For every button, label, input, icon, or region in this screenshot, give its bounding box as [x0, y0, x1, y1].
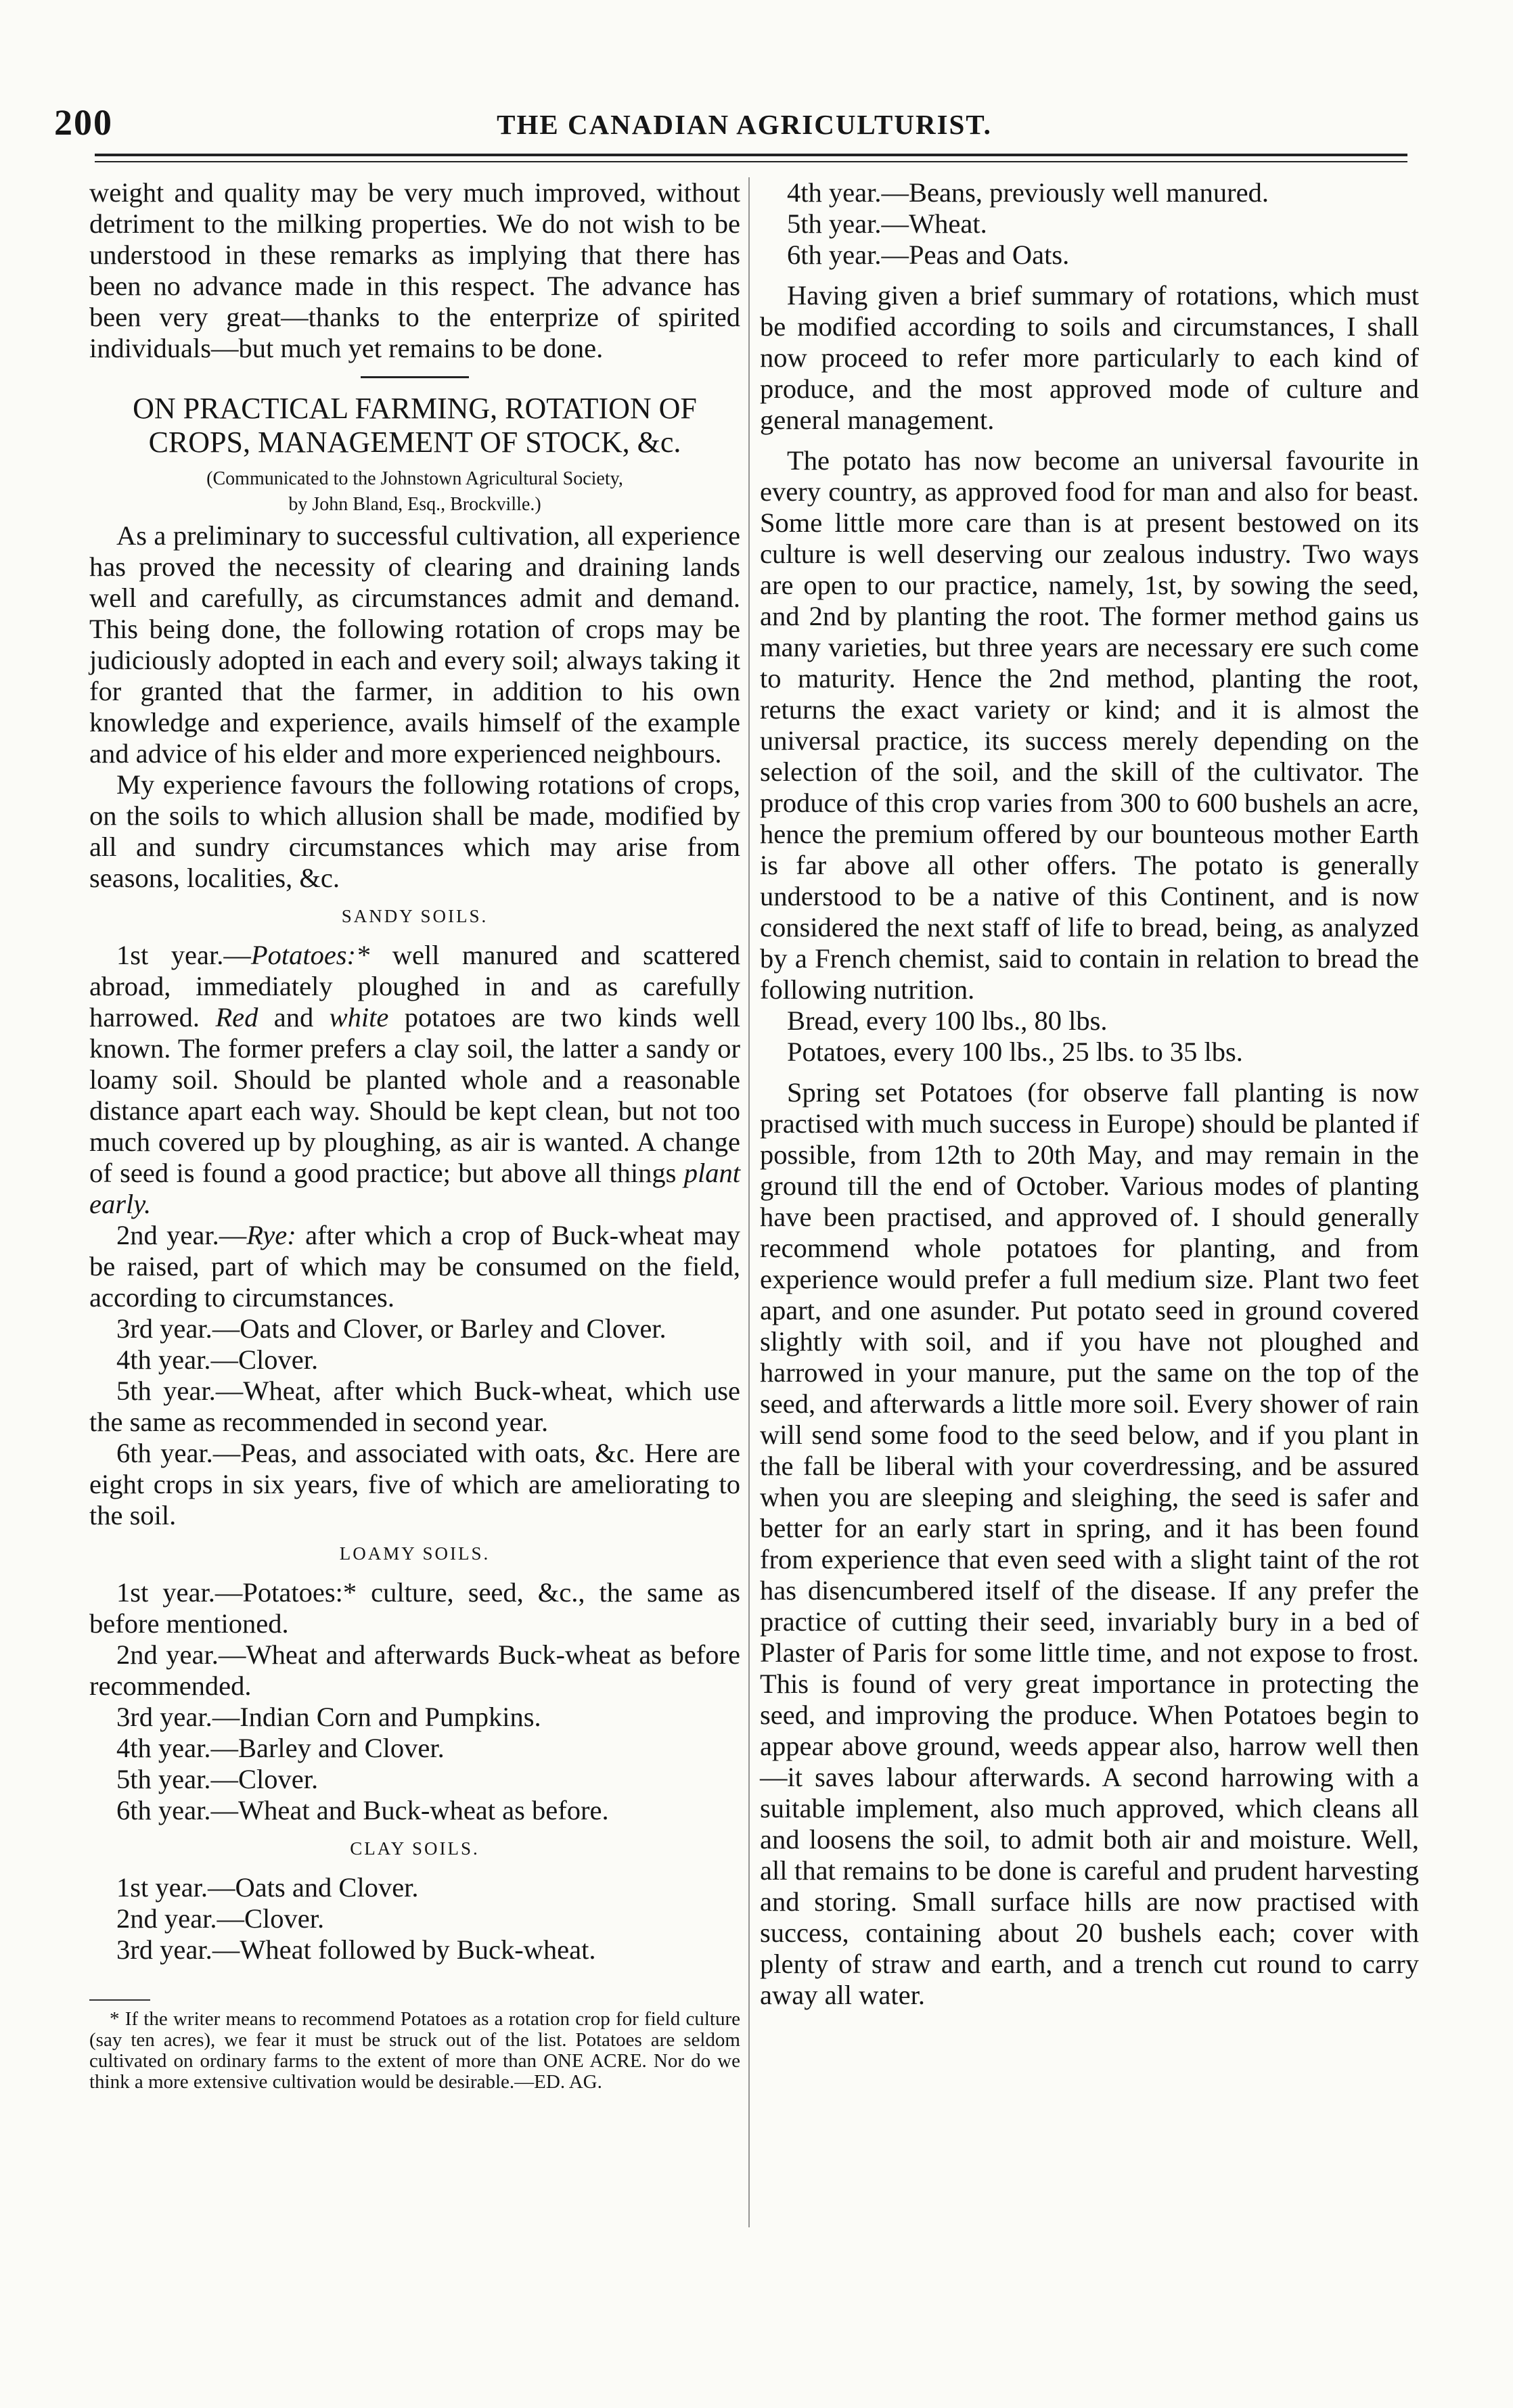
footnote: * If the writer means to recommend Potatoes as a rotation crop for field culture (say ten acres), we fear it must be struck out of the list. Potatoes are seldom cultivated on ordinary farms to the extent of more than ONE ACRE. Nor do we think a more extensive cultivation would be desirable.—ED. AG. [89, 2008, 740, 2093]
spacer [760, 271, 1419, 280]
rotation-year: 1st year.—Potatoes:* culture, seed, &c., the same as before mentioned. [89, 1577, 740, 1639]
section-heading-loamy: LOAMY SOILS. [339, 1543, 491, 1564]
header-rule [95, 154, 1407, 156]
paragraph: Having given a brief summary of rotations, which must be modified according to soils and circumstances, I shall now proceed to refer more particularly to each kind of produce, and the most approved mode of culture and general management. [760, 280, 1419, 435]
rotation-year: 6th year.—Peas, and associated with oats, &c. Here are eight crops in six years, five of which are ameliorating to the soil. [89, 1438, 740, 1530]
nutrition-line: Bread, every 100 lbs., 80 lbs. [787, 1005, 1108, 1036]
rotation-year: 4th year.—Clover. [116, 1344, 319, 1375]
left-column [89, 177, 740, 2093]
paragraph: Spring set Potatoes (for observe fall planting is now practised with much success in Europe) should be planted if possible, from 12th to 20th May, and may remain in the ground till the end of October. Various modes of planting have been practised, and approved of. I should generally recommend whole potatoes for planting, and from experience would prefer a full medium size. Plant two feet apart, and one asunder. Put potato seed in ground covered slightly with soil, and if you have not ploughed and harrowed in your manure, put the same on the top of the seed, and afterwards a little more soil. Every shower of rain will send some food to the seed below, and if you plant in the fall be liberal with your coverdressing, and be assured when you are sleeping and sleighing, the seed is safer and better for an early start in spring, and it has been found from experience that even seed with a slight taint of the rot has disencumbered itself of the disease. If any prefer the practice of cutting their seed, invariably bury in a bed of Plaster of Paris for some little time, and not expose to frost. This is found of very great importance in protecting the seed, and improving the produce. When Potatoes begin to appear above ground, weeds appear also, harrow well then—it saves labour afterwards. A second harrowing with a suitable implement, also much approved, which cleans all and loosens the soil, to admit both air and moisture. Well, all that remains to be done is careful and prudent harvesting and storing. Small surface hills are now practised with success, containing about 20 bushels each; cover with plenty of straw and earth, and a trench cut round to carry away all water. [760, 1077, 1419, 2010]
rotation-year: 4th year.—Beans, previously well manured. [787, 177, 1269, 208]
rotation-year: 5th year.—Wheat. [787, 208, 987, 239]
rotation-year: 6th year.—Wheat and Buck-wheat as before. [116, 1795, 609, 1825]
footnote-divider [89, 1999, 150, 2001]
header-rule-thin [95, 161, 1407, 162]
spacer [760, 1068, 1419, 1077]
spacer [760, 436, 1419, 445]
nutrition-line: Potatoes, every 100 lbs., 25 lbs. to 35 lbs. [787, 1037, 1243, 1067]
rotation-year: 3rd year.—Oats and Clover, or Barley and Clover. [116, 1313, 667, 1344]
paragraph-continued: weight and quality may be very much improved, without detriment to the milking properties. We do not wish to be understood in these remarks as implying that there has been no advance made in this respect. The advance has been very great—thanks to the enterprize of spirited individuals—but much yet remains to be done. [89, 177, 740, 363]
credit-line: by John Bland, Esq., Brockville.) [288, 494, 541, 515]
rotation-year: 4th year.—Barley and Clover. [116, 1733, 445, 1763]
rotation-year: 6th year.—Peas and Oats. [787, 240, 1070, 270]
right-column [760, 177, 1419, 2011]
column-divider [748, 177, 750, 2227]
paragraph: The potato has now become an universal favourite in every country, as approved food for man and also for beast. Some little more care than is at present bestowed on its culture is well deserving our zealous industry. Two ways are open to our practice, namely, 1st, by sowing the seed, and 2nd by planting the root. The former method gains us many varieties, but three years are necessary ere such come to maturity. Hence the 2nd method, planting the root, returns the exact variety or kind; and it is almost the universal practice, its success merely depending on the selection of the soil, and the skill of the cultivator. The produce of this crop varies from 300 to 600 bushels an acre, hence the premium offered by our bounteous mother Earth is far above all other offers. The potato is generally understood to be a native of this Continent, and is now considered the next staff of life to bread, being, as analyzed by a French chemist, said to contain in relation to bread the following nutrition. [760, 445, 1419, 1005]
article-title: ON PRACTICAL FARMING, ROTATION OF CROPS, MANAGEMENT OF STOCK, &c. [133, 392, 697, 459]
rotation-year: 5th year.—Clover. [116, 1764, 319, 1794]
section-heading-clay: CLAY SOILS. [350, 1838, 480, 1859]
paragraph: As a preliminary to successful cultivation, all experience has proved the necessity of clearing and draining lands well and carefully, as circumstances admit and demand. This being done, the following rotation of crops may be judiciously adopted in each and every soil; always taking it for granted that the farmer, in addition to his own knowledge and experience, avails himself of the example and advice of his elder and more experienced neighbours. [89, 520, 740, 769]
section-heading-sandy: SANDY SOILS. [341, 906, 489, 926]
page-number: 200 [54, 102, 113, 143]
rotation-year: 2nd year.—Wheat and afterwards Buck-wheat as before recommended. [89, 1639, 740, 1701]
page-header [54, 101, 1435, 149]
paragraph: My experience favours the following rotations of crops, on the soils to which allusion shall be made, modified by all and sundry circumstances which may arise from seasons, localities, &c. [89, 769, 740, 893]
rotation-year: 3rd year.—Wheat followed by Buck-wheat. [116, 1934, 596, 1965]
running-title: THE CANADIAN AGRICULTURIST. [497, 109, 992, 140]
rotation-year: 1st year.—Potatoes:* well manured and scattered abroad, immediately ploughed in and as carefully harrowed. Red and white potatoes are two kinds well known. The former prefers a clay soil, the latter a sandy or loamy soil. Should be planted whole and a reasonable distance apart each way. Should be kept clean, but not too much covered up by ploughing, as air is wanted. A change of seed is found a good practice; but above all things plant early. [89, 940, 740, 1219]
rotation-year: 3rd year.—Indian Corn and Pumpkins. [116, 1702, 541, 1732]
rotation-year: 2nd year.—Clover. [116, 1903, 325, 1934]
credit-line: (Communicated to the Johnstown Agricultural Society, [206, 468, 623, 489]
rotation-year: 1st year.—Oats and Clover. [116, 1872, 419, 1903]
rotation-year: 5th year.—Wheat, after which Buck-wheat, which use the same as recommended in second year. [89, 1376, 740, 1437]
rotation-year: 2nd year.—Rye: after which a crop of Buck-wheat may be raised, part of which may be consumed on the field, according to circumstances. [89, 1220, 740, 1313]
section-divider [361, 376, 469, 378]
